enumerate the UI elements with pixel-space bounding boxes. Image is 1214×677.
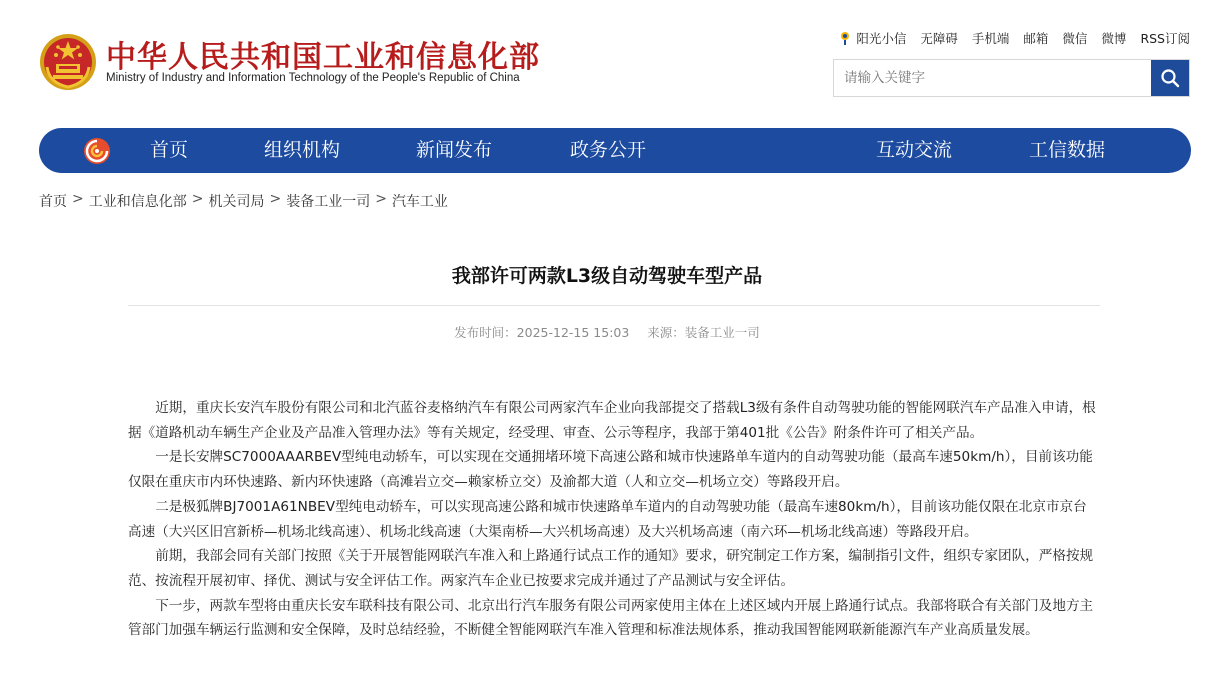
article-paragraph: 下一步，两款车型将由重庆长安车联科技有限公司、北京出行汽车服务有限公司两家使用主体在上述区域内开展上路通行试点。我部将联合有关部门及地方主管部门加强车辆运行监测和安全保障，及时总结经验，不断健全智能网联汽车准入管理和标准法规体系，推动我国智能网联新能源汽车产业高质量发展。 — [128, 597, 1094, 639]
breadcrumb-separator: > — [72, 191, 84, 207]
top-link-mobile[interactable]: 手机端 — [971, 31, 1010, 46]
breadcrumb-miit[interactable]: 工业和信息化部 — [88, 194, 187, 210]
nav-item-organization[interactable]: 组织机构 — [264, 139, 341, 161]
national-emblem-icon[interactable] — [39, 33, 97, 91]
breadcrumb-separator: > — [191, 191, 204, 207]
top-link-sunshine[interactable] — [838, 29, 906, 47]
nav-item-news[interactable]: 新闻发布 — [416, 139, 493, 161]
nav-item-data[interactable]: 工信数据 — [1029, 139, 1106, 161]
site-title-english[interactable]: Ministry of Industry and Information Technology of the People's Republic of China — [106, 72, 520, 84]
title-divider — [128, 305, 1100, 306]
nav-item-home[interactable]: 首页 — [150, 139, 189, 161]
top-link-weibo[interactable]: 微博 — [1101, 31, 1127, 46]
search-input[interactable] — [834, 60, 1152, 96]
top-link-wechat[interactable]: 微信 — [1062, 31, 1088, 46]
top-links — [838, 29, 1190, 47]
main-nav — [39, 128, 1191, 173]
search-button[interactable] — [1151, 60, 1189, 96]
site-title[interactable]: 中华人民共和国工业和信息化部 — [106, 40, 540, 75]
search-box — [833, 59, 1190, 97]
publish-time: 发布时间：2025-12-15 15:03 — [454, 325, 630, 340]
search-icon — [1160, 68, 1180, 88]
breadcrumb — [39, 191, 448, 211]
breadcrumb-home[interactable]: 首页 — [39, 194, 67, 210]
miit-logo-icon — [83, 137, 111, 165]
breadcrumb-equipment-dept[interactable]: 装备工业一司 — [286, 194, 371, 210]
article-paragraph: 近期，重庆长安汽车股份有限公司和北汽蓝谷麦格纳汽车有限公司两家汽车企业向我部提交了搭载L3级有条件自动驾驶功能的智能网联汽车产品准入申请，根据《道路机动车辆生产企业及产品准入管理办法》等有关规定，经受理、审查、公示等程序，我部于第401批《公告》附条件许可了相关产品。 — [128, 400, 1096, 441]
article-title: 我部许可两款L3级自动驾驶车型产品 — [451, 265, 763, 287]
breadcrumb-separator: > — [375, 191, 387, 207]
breadcrumb-separator: > — [269, 191, 282, 207]
sun-icon — [838, 30, 852, 46]
article-body — [128, 396, 1100, 643]
top-link-label: 阳光小信 — [856, 31, 907, 46]
article-paragraph: 前期，我部会同有关部门按照《关于开展智能网联汽车准入和上路通行试点工作的通知》要求，研究制定工作方案，编制指引文件，组织专家团队，严格按规范、按流程开展初审、择优、测试与安全评估工作。两家汽车企业已按要求完成并通过了产品测试与安全评估。 — [128, 548, 1094, 589]
top-link-accessibility[interactable]: 无障碍 — [920, 31, 958, 46]
top-link-rss[interactable]: RSS订阅 — [1140, 31, 1190, 46]
article-meta — [0, 323, 1214, 341]
article-paragraph: 一是长安牌SC7000AAARBEV型纯电动轿车，可以实现在交通拥堵环境下高速公路和城市快速路单车道内的自动驾驶功能（最高车速50km/h），目前该功能仅限在重庆市内环快速路、新内环快速路（高滩岩立交—赖家桥立交）及渝都大道（人和立交—机场立交）等路段开启。 — [128, 449, 1093, 491]
article-paragraph: 二是极狐牌BJ7001A61NBEV型纯电动轿车，可以实现高速公路和城市快速路单车道内的自动驾驶功能（最高车速80km/h），目前该功能仅限在北京市京台高速（大兴区旧宫新桥—机场北线高速）、机场北线高速（大渠南桥—大兴机场高速）及大兴机场高速（南六环—机场北线高速）等路段开启。 — [128, 498, 1087, 540]
breadcrumb-auto-industry[interactable]: 汽车工业 — [391, 194, 448, 210]
article-source: 来源：装备工业一司 — [647, 325, 760, 340]
nav-item-interaction[interactable]: 互动交流 — [876, 139, 953, 161]
nav-item-government-affairs[interactable]: 政务公开 — [570, 139, 647, 161]
breadcrumb-departments[interactable]: 机关司局 — [208, 194, 265, 210]
top-link-mail[interactable]: 邮箱 — [1023, 31, 1049, 46]
